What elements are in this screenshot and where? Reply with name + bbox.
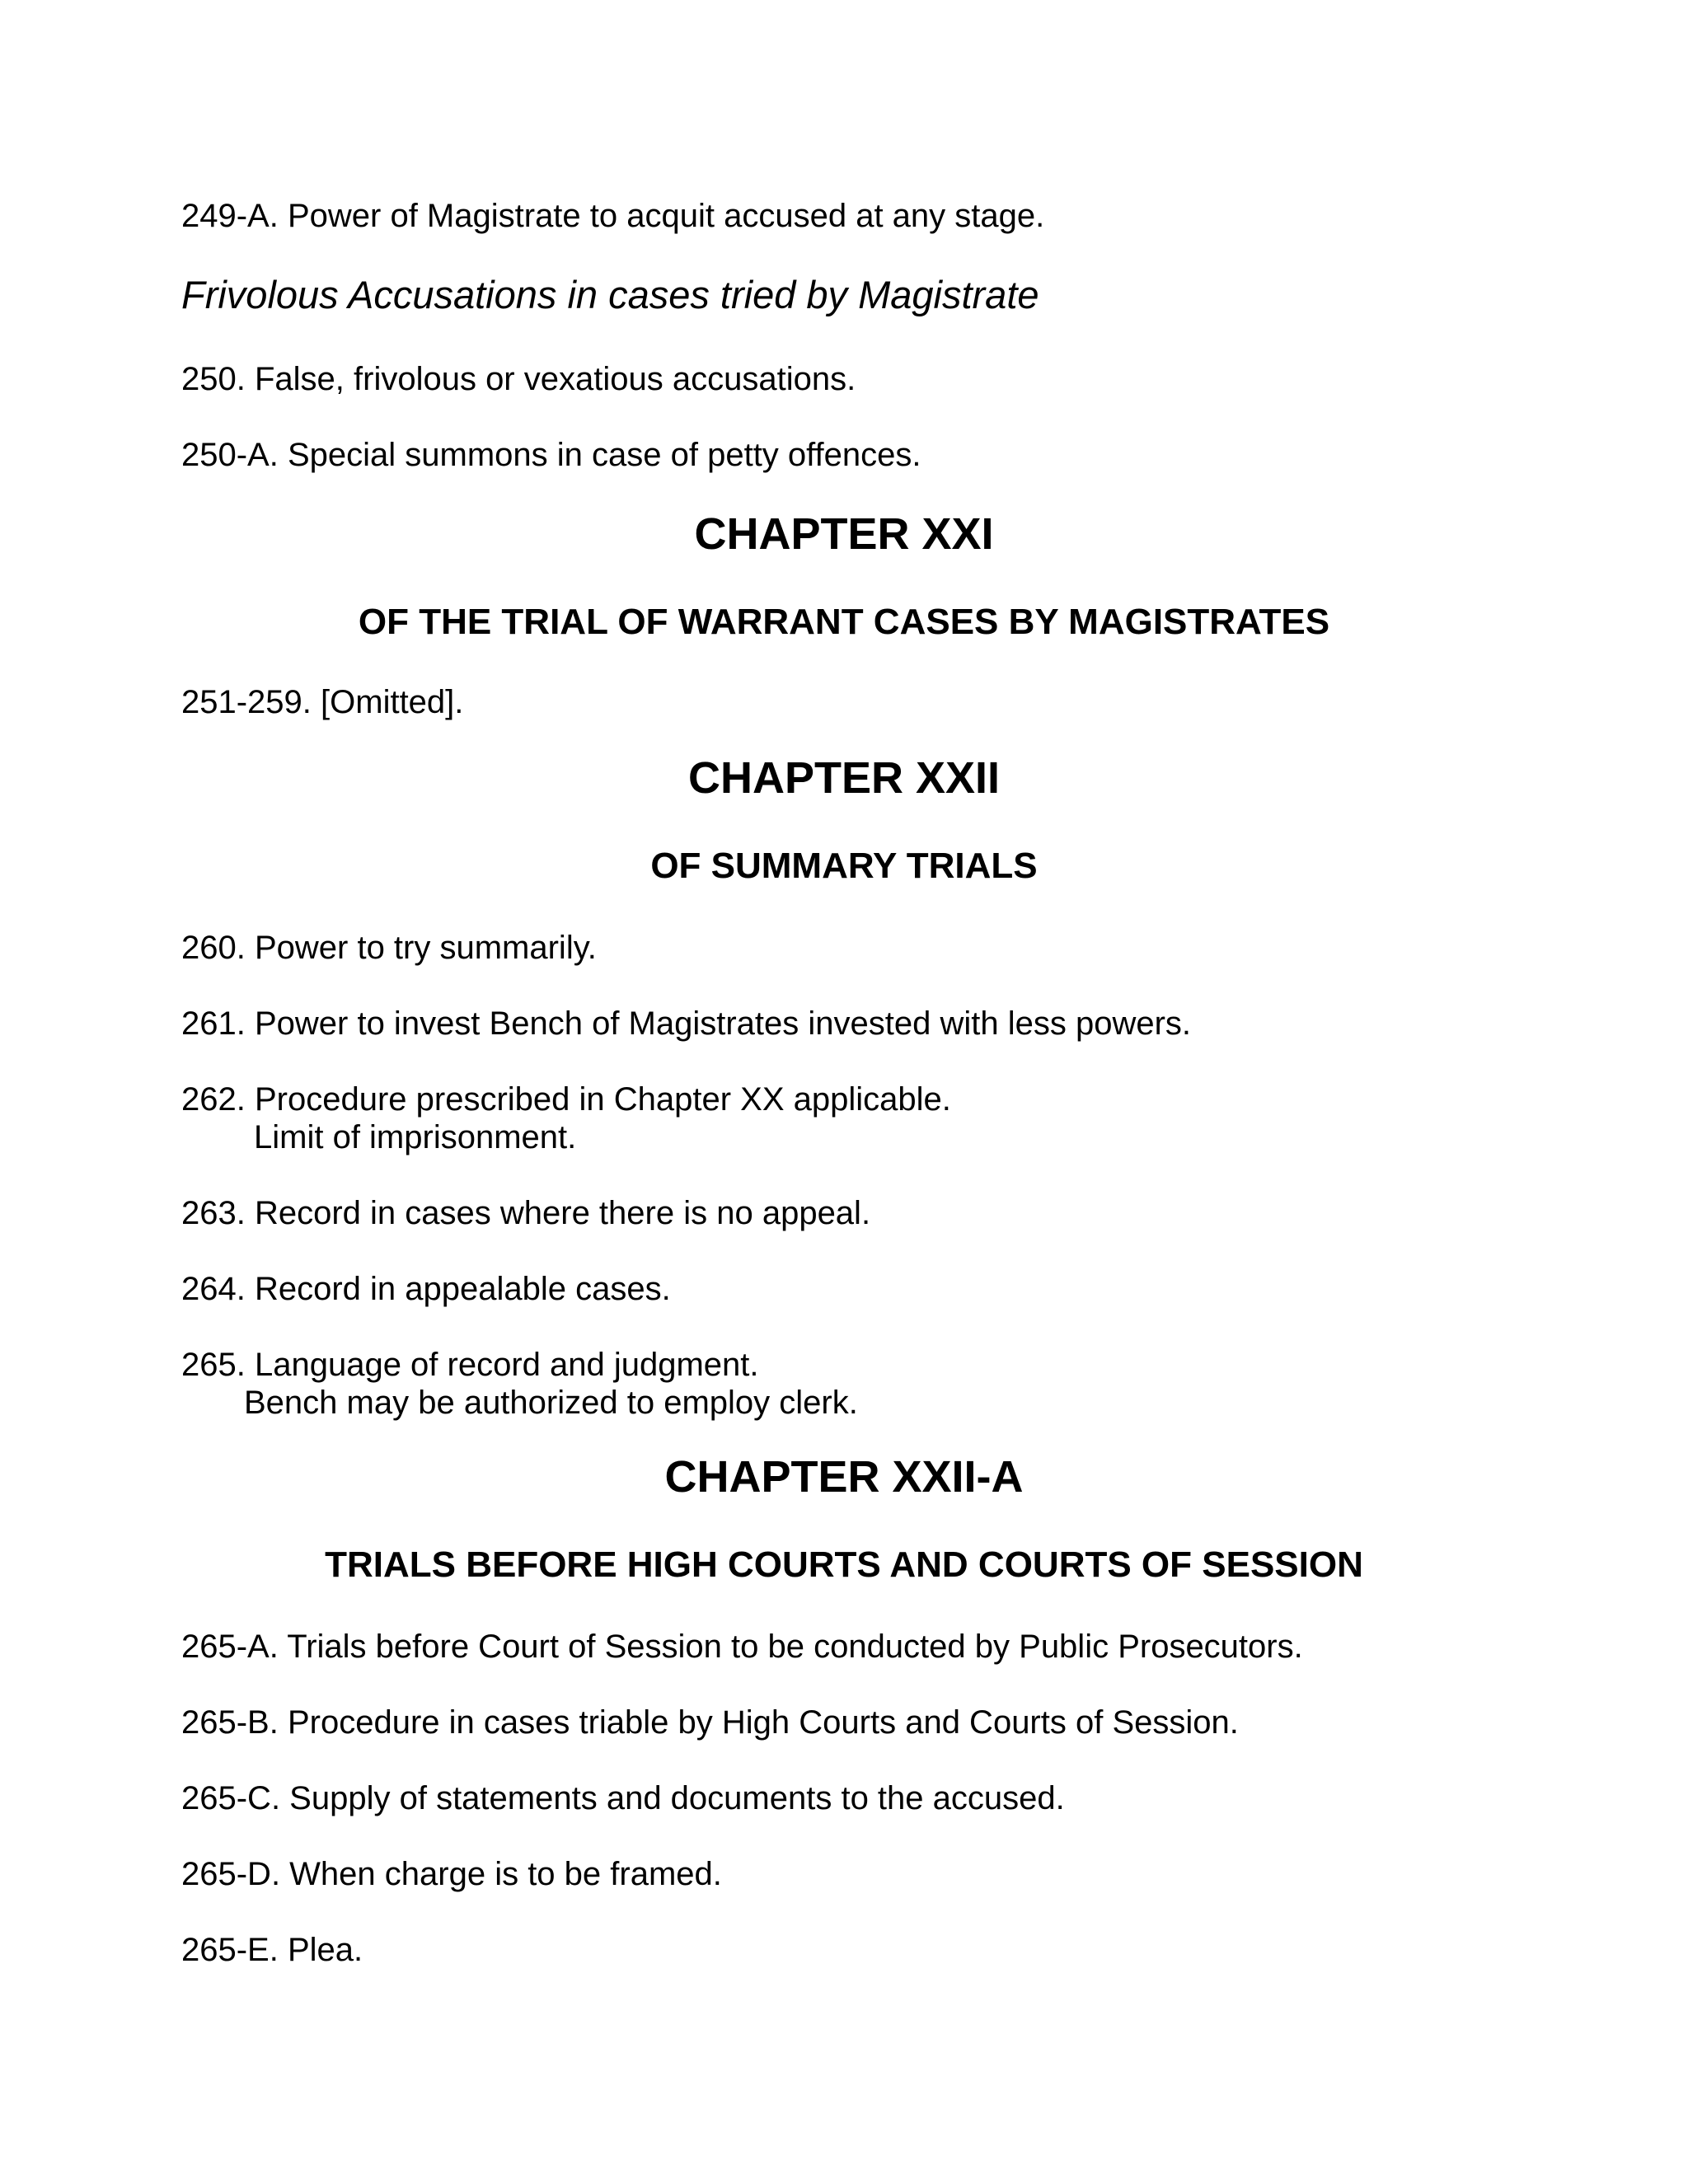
subheading-frivolous-accusations: Frivolous Accusations in cases tried by Magistrate bbox=[181, 273, 1039, 316]
chapter-xxii-heading: CHAPTER XXII bbox=[687, 753, 1001, 803]
section-263: 263. Record in cases where there is no appeal. bbox=[181, 1195, 871, 1231]
section-249a: 249-A. Power of Magistrate to acquit accused at any stage. bbox=[181, 198, 1045, 234]
chapter-xxii-a-title: TRIALS BEFORE HIGH COURTS AND COURTS OF SESSION bbox=[325, 1544, 1363, 1585]
section-250a: 250-A. Special summons in case of petty offences. bbox=[181, 437, 921, 473]
section-265e: 265-E. Plea. bbox=[181, 1932, 363, 1968]
chapter-xxi-heading: CHAPTER XXI bbox=[694, 509, 994, 559]
chapter-xxii-title: OF SUMMARY TRIALS bbox=[650, 846, 1038, 886]
section-264: 264. Record in appealable cases. bbox=[181, 1271, 671, 1307]
section-260: 260. Power to try summarily. bbox=[181, 930, 597, 966]
section-265a: 265-A. Trials before Court of Session to be conducted by Public Prosecutors. bbox=[181, 1629, 1303, 1665]
section-265-note: Bench may be authorized to employ clerk. bbox=[244, 1385, 858, 1421]
section-265c: 265-C. Supply of statements and documents to the accused. bbox=[181, 1780, 1065, 1816]
section-265: 265. Language of record and judgment. bbox=[181, 1347, 759, 1383]
chapter-xxii-a-heading: CHAPTER XXII-A bbox=[664, 1452, 1024, 1502]
section-265b: 265-B. Procedure in cases triable by High Courts and Courts of Session. bbox=[181, 1704, 1239, 1741]
section-251-259: 251-259. [Omitted]. bbox=[181, 684, 464, 720]
section-265d: 265-D. When charge is to be framed. bbox=[181, 1856, 722, 1892]
section-262: 262. Procedure prescribed in Chapter XX applicable. bbox=[181, 1081, 951, 1118]
chapter-xxi-title: OF THE TRIAL OF WARRANT CASES BY MAGISTRATES bbox=[358, 602, 1330, 642]
section-262-note: Limit of imprisonment. bbox=[254, 1119, 577, 1155]
section-261: 261. Power to invest Bench of Magistrates invested with less powers. bbox=[181, 1005, 1192, 1042]
section-250: 250. False, frivolous or vexatious accusations. bbox=[181, 361, 856, 397]
